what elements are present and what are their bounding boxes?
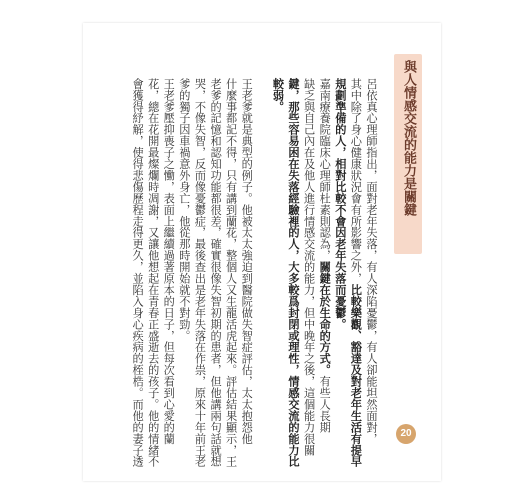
text-column — [176, 78, 192, 448]
text-column — [270, 78, 286, 448]
bold-text-run: 規劃準備的人，相對比較不會因老年失落而憂鬱。 — [333, 78, 347, 330]
text-run: 爹的獨子因車禍意外身亡，他從那時開始就不對勁。 — [177, 78, 191, 342]
text-run: 其中除了身心健康狀況會有所影響之外， — [349, 78, 363, 285]
text-run: 缺乏與自己內在及他人進行情感交流的能力，但中晚年之後，這個能力很關 — [302, 78, 316, 456]
text-run: 會獲得紓解，使得悲傷歷程走得更久，並陷入身心疾病的桎梏。而他的妻子透 — [131, 78, 145, 468]
book-page — [83, 23, 441, 481]
text-column — [192, 78, 208, 468]
text-column — [145, 78, 161, 468]
text-run: 呂依真心理師指出，面對老年失落，有人深陷憂鬱，有人卻能坦然面對， — [365, 78, 378, 445]
text-column — [332, 78, 348, 448]
text-column — [223, 78, 239, 468]
bold-text-run: 比較樂觀、豁達及對老年生活有提早 — [349, 284, 363, 468]
text-column — [301, 78, 317, 456]
page-number: 20 — [396, 424, 416, 444]
text-column — [239, 78, 255, 448]
text-run: 嘉南療養院臨床心理師杜素則認為， — [318, 78, 332, 262]
body-text — [130, 78, 380, 468]
section-heading: 與人情感交流的能力是關鍵 — [401, 60, 416, 216]
text-run: 王老爹就是典型的例子。他被太太強迫到醫院做失智症評估，太太抱怨他 — [240, 78, 254, 445]
text-run: 有些人長期 — [318, 375, 332, 433]
text-column — [317, 78, 333, 448]
text-column — [130, 78, 146, 468]
bold-text-run: 鍵， — [287, 78, 301, 101]
bold-text-run: 關鍵在於生命的方式。 — [318, 261, 332, 376]
text-run: 花，總在花開最燦爛時凋謝，又讓他想起在青春正盛逝去的孩子。他的情緒不 — [146, 78, 160, 468]
text-column — [285, 78, 301, 468]
text-column — [363, 78, 379, 448]
text-column — [161, 78, 177, 448]
text-column — [348, 78, 364, 468]
section-heading-box — [394, 54, 422, 254]
text-run: 哭，不像失智，反而像憂鬱症，最後查出是老年失落在作祟，原來十年前王老 — [193, 78, 207, 468]
bold-text-run: 那些容易困在失落經驗裡的人，大多較爲封閉或理性，情感交流的能力比 — [287, 100, 301, 468]
text-column — [254, 78, 270, 448]
bold-text-run: 較弱。 — [271, 78, 285, 113]
text-column — [207, 78, 223, 468]
text-run: 什麼事都記不得，只有講到蘭花，整個人又生龍活虎起來。評估結果顯示，王 — [224, 78, 238, 468]
text-run: 老爹的記憶和認知功能都很差，確實很像失智初期的患者，但他講兩句話就想 — [209, 78, 223, 468]
text-run: 王老爹壓抑喪子之慟，表面上繼續過著原本的日子，但每次看到心愛的蘭 — [162, 78, 176, 445]
